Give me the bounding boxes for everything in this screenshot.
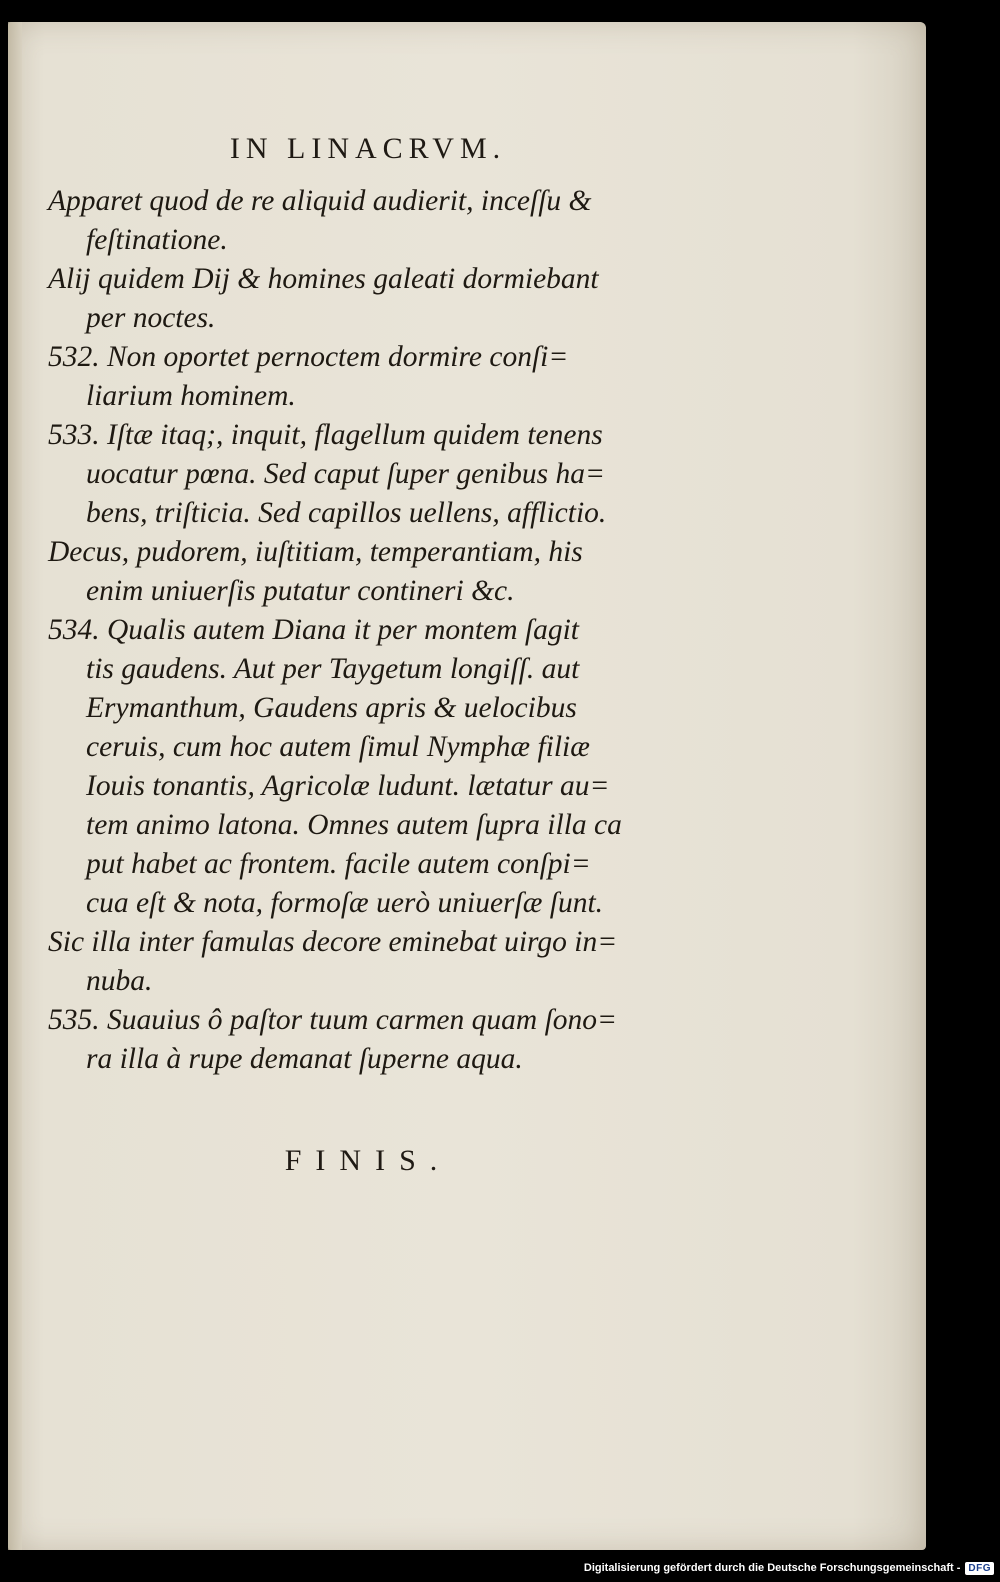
paragraph bbox=[48, 923, 688, 1001]
text-line: feſtinatione. bbox=[86, 224, 228, 256]
book-page bbox=[8, 22, 926, 1550]
paragraph bbox=[48, 611, 688, 923]
text-line: put habet ac frontem. facile autem conſpi= bbox=[86, 848, 591, 880]
paragraph bbox=[48, 260, 688, 338]
text-line: uocatur pœna. Sed caput ſuper genibus ha= bbox=[86, 458, 605, 490]
body-text bbox=[48, 182, 688, 1079]
text-line: per noctes. bbox=[86, 302, 216, 334]
digitization-credit bbox=[584, 1558, 994, 1578]
text-line: ceruis, cum hoc autem ſimul Nymphæ filiæ bbox=[86, 731, 590, 763]
running-head: IN LINACRVM. bbox=[229, 132, 507, 165]
text-line: Sic illa inter famulas decore eminebat uirgo in= bbox=[48, 926, 618, 958]
text-line: Iouis tonantis, Agricolæ ludunt. lætatur au= bbox=[86, 770, 610, 802]
text-line: bens, triſticia. Sed capillos uellens, afflictio. bbox=[86, 497, 607, 529]
paragraph bbox=[48, 533, 688, 611]
text-line: Apparet quod de re aliquid audierit, inceſſu & bbox=[48, 185, 592, 217]
text-line: nuba. bbox=[86, 965, 153, 997]
text-line: ra illa à rupe demanat ſuperne aqua. bbox=[86, 1043, 523, 1075]
text-line: Decus, pudorem, iuſtitiam, temperantiam, his bbox=[48, 536, 583, 568]
text-line: liarium hominem. bbox=[86, 380, 296, 412]
paragraph bbox=[48, 416, 688, 533]
text-line: enim uniuerſis putatur contineri &c. bbox=[86, 575, 515, 607]
text-line: cua eſt & nota, formoſæ uerò uniuerſæ ſunt. bbox=[86, 887, 604, 919]
text-line: tis gaudens. Aut per Taygetum longiſſ. aut bbox=[86, 653, 580, 685]
dfg-logo: DFG bbox=[965, 1562, 994, 1575]
text-line: Erymanthum, Gaudens apris & uelocibus bbox=[86, 692, 577, 724]
credit-text: Digitalisierung gefördert durch die Deutsche Forschungsgemeinschaft - bbox=[583, 1562, 961, 1574]
text-line: Alij quidem Dij & homines galeati dormiebant bbox=[48, 263, 599, 295]
text-line: 535. Suauius ô paſtor tuum carmen quam ſono= bbox=[48, 1004, 617, 1036]
paragraph bbox=[48, 1001, 688, 1079]
finis: FINIS. bbox=[284, 1144, 452, 1177]
text-line: 532. Non oportet pernoctem dormire conſi= bbox=[48, 341, 569, 373]
text-line: 534. Qualis autem Diana it per montem ſagit bbox=[48, 614, 579, 646]
paragraph bbox=[48, 338, 688, 416]
text-line: 533. Iſtæ itaq;, inquit, flagellum quidem tenens bbox=[48, 419, 603, 451]
paragraph bbox=[48, 182, 688, 260]
text-line: tem animo latona. Omnes autem ſupra illa ca bbox=[86, 809, 622, 841]
